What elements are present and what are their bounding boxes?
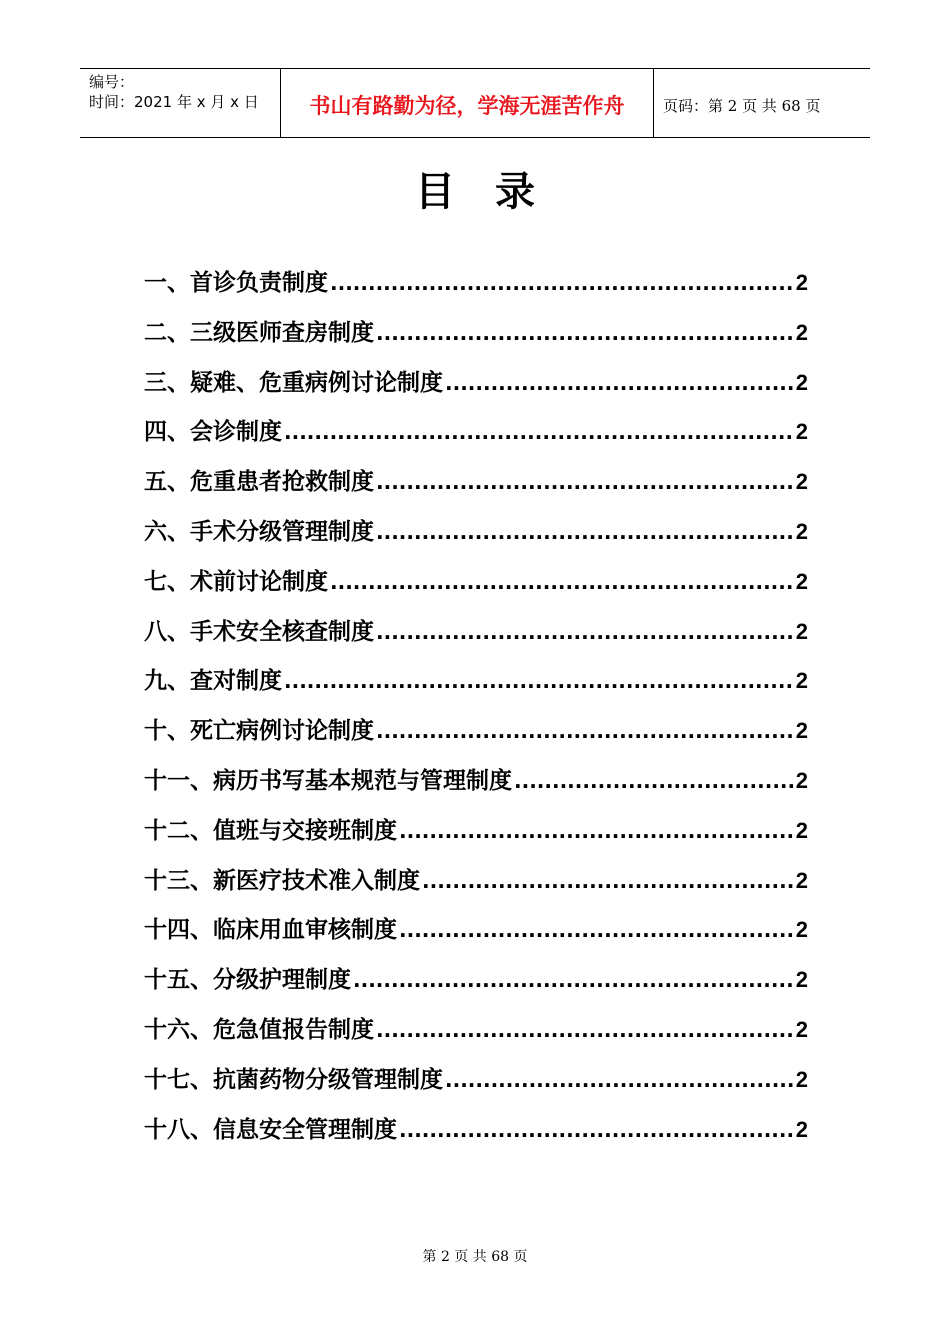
toc-entry[interactable] [144, 862, 808, 912]
page-header [80, 68, 870, 138]
toc-entry[interactable] [144, 613, 808, 663]
toc-entry-label: 十七、抗菌药物分级管理制度 [144, 1066, 443, 1093]
header-meta [80, 69, 281, 137]
toc-entry-page: 2 [795, 917, 808, 943]
toc-entry[interactable] [144, 911, 808, 961]
toc-leader-dots [284, 669, 794, 693]
toc-leader-dots [514, 769, 794, 793]
toc-entry-label: 十四、临床用血审核制度 [144, 917, 397, 944]
toc-entry-page: 2 [795, 319, 808, 345]
toc-entry-page: 2 [795, 1066, 808, 1092]
toc-entry-page: 2 [795, 1016, 808, 1042]
toc-entry-label: 八、手术安全核查制度 [144, 618, 374, 645]
toc-leader-dots [376, 620, 794, 644]
toc-entry-page: 2 [795, 967, 808, 993]
toc-entry-label: 十六、危急值报告制度 [144, 1016, 374, 1043]
toc-leader-dots [284, 420, 794, 444]
toc-entry-page: 2 [795, 1116, 808, 1142]
toc-leader-dots [399, 819, 794, 843]
toc-entry[interactable] [144, 314, 808, 364]
toc-entry-label: 六、手术分级管理制度 [144, 518, 374, 545]
header-motto: 书山有路勤为径，学海无涯苦作舟 [281, 69, 654, 137]
toc-entry-label: 九、查对制度 [144, 668, 282, 695]
toc-entry-page: 2 [795, 419, 808, 445]
toc-entry[interactable] [144, 961, 808, 1011]
toc-entry[interactable] [144, 264, 808, 314]
toc-entry-label: 一、首诊负责制度 [144, 270, 328, 296]
toc-entry[interactable] [144, 1111, 808, 1161]
toc-entry[interactable] [144, 662, 808, 712]
toc-entry[interactable] [144, 563, 808, 613]
toc-entry-label: 十一、病历书写基本规范与管理制度 [144, 767, 512, 794]
toc-entry-label: 四、会诊制度 [144, 419, 282, 446]
toc-entry-page: 2 [795, 618, 808, 644]
toc-entry-page: 2 [795, 867, 808, 893]
toc-entry-page: 2 [795, 767, 808, 793]
toc-entry-label: 十二、值班与交接班制度 [144, 817, 397, 844]
toc-leader-dots [445, 371, 794, 395]
toc-entry[interactable] [144, 463, 808, 513]
toc-entry[interactable] [144, 1061, 808, 1111]
toc-leader-dots [445, 1068, 794, 1092]
toc-entry-label: 十五、分级护理制度 [144, 967, 351, 994]
toc-leader-dots [376, 719, 794, 743]
toc-entry-page: 2 [795, 668, 808, 694]
toc-leader-dots [330, 271, 794, 295]
toc-leader-dots [376, 1018, 794, 1042]
toc-entry[interactable] [144, 364, 808, 414]
toc-leader-dots [376, 470, 794, 494]
header-number-label: 编号： [89, 73, 135, 91]
toc-entry-label: 三、疑难、危重病例讨论制度 [144, 369, 443, 396]
toc-leader-dots [399, 1118, 794, 1142]
toc-leader-dots [330, 570, 794, 594]
toc-entry-label: 二、三级医师查房制度 [144, 319, 374, 346]
toc-leader-dots [399, 918, 794, 942]
toc-entry-page: 2 [795, 270, 808, 295]
toc-leader-dots [376, 321, 794, 345]
header-time-label: 时间：2021 年 x 月 x 日 [89, 93, 259, 111]
toc-entry-page: 2 [795, 369, 808, 395]
toc-entry[interactable] [144, 1011, 808, 1061]
toc-entry[interactable] [144, 513, 808, 563]
toc-entry-page: 2 [795, 718, 808, 744]
toc-entry-page: 2 [795, 469, 808, 495]
toc-entry-page: 2 [795, 817, 808, 843]
toc-entry-page: 2 [795, 568, 808, 594]
toc-leader-dots [422, 869, 794, 893]
header-page-info: 页码：第 2 页 共 68 页 [663, 96, 821, 115]
toc-entry[interactable] [144, 762, 808, 812]
page-footer: 第 2 页 共 68 页 [422, 1249, 528, 1265]
toc-entry-label: 十三、新医疗技术准入制度 [144, 867, 420, 894]
toc-entry-page: 2 [795, 518, 808, 544]
toc-entry-label: 五、危重患者抢救制度 [144, 469, 374, 496]
toc-entry-label: 七、术前讨论制度 [144, 568, 328, 595]
toc-leader-dots [353, 968, 794, 992]
toc-entry[interactable] [144, 712, 808, 762]
toc-entry[interactable] [144, 812, 808, 862]
toc-entry-label: 十八、信息安全管理制度 [144, 1116, 397, 1143]
toc-entry-label: 十、死亡病例讨论制度 [144, 718, 374, 745]
page-title: 目录 [415, 168, 575, 215]
table-of-contents [144, 264, 808, 1160]
toc-entry[interactable] [144, 413, 808, 463]
toc-leader-dots [376, 520, 794, 544]
